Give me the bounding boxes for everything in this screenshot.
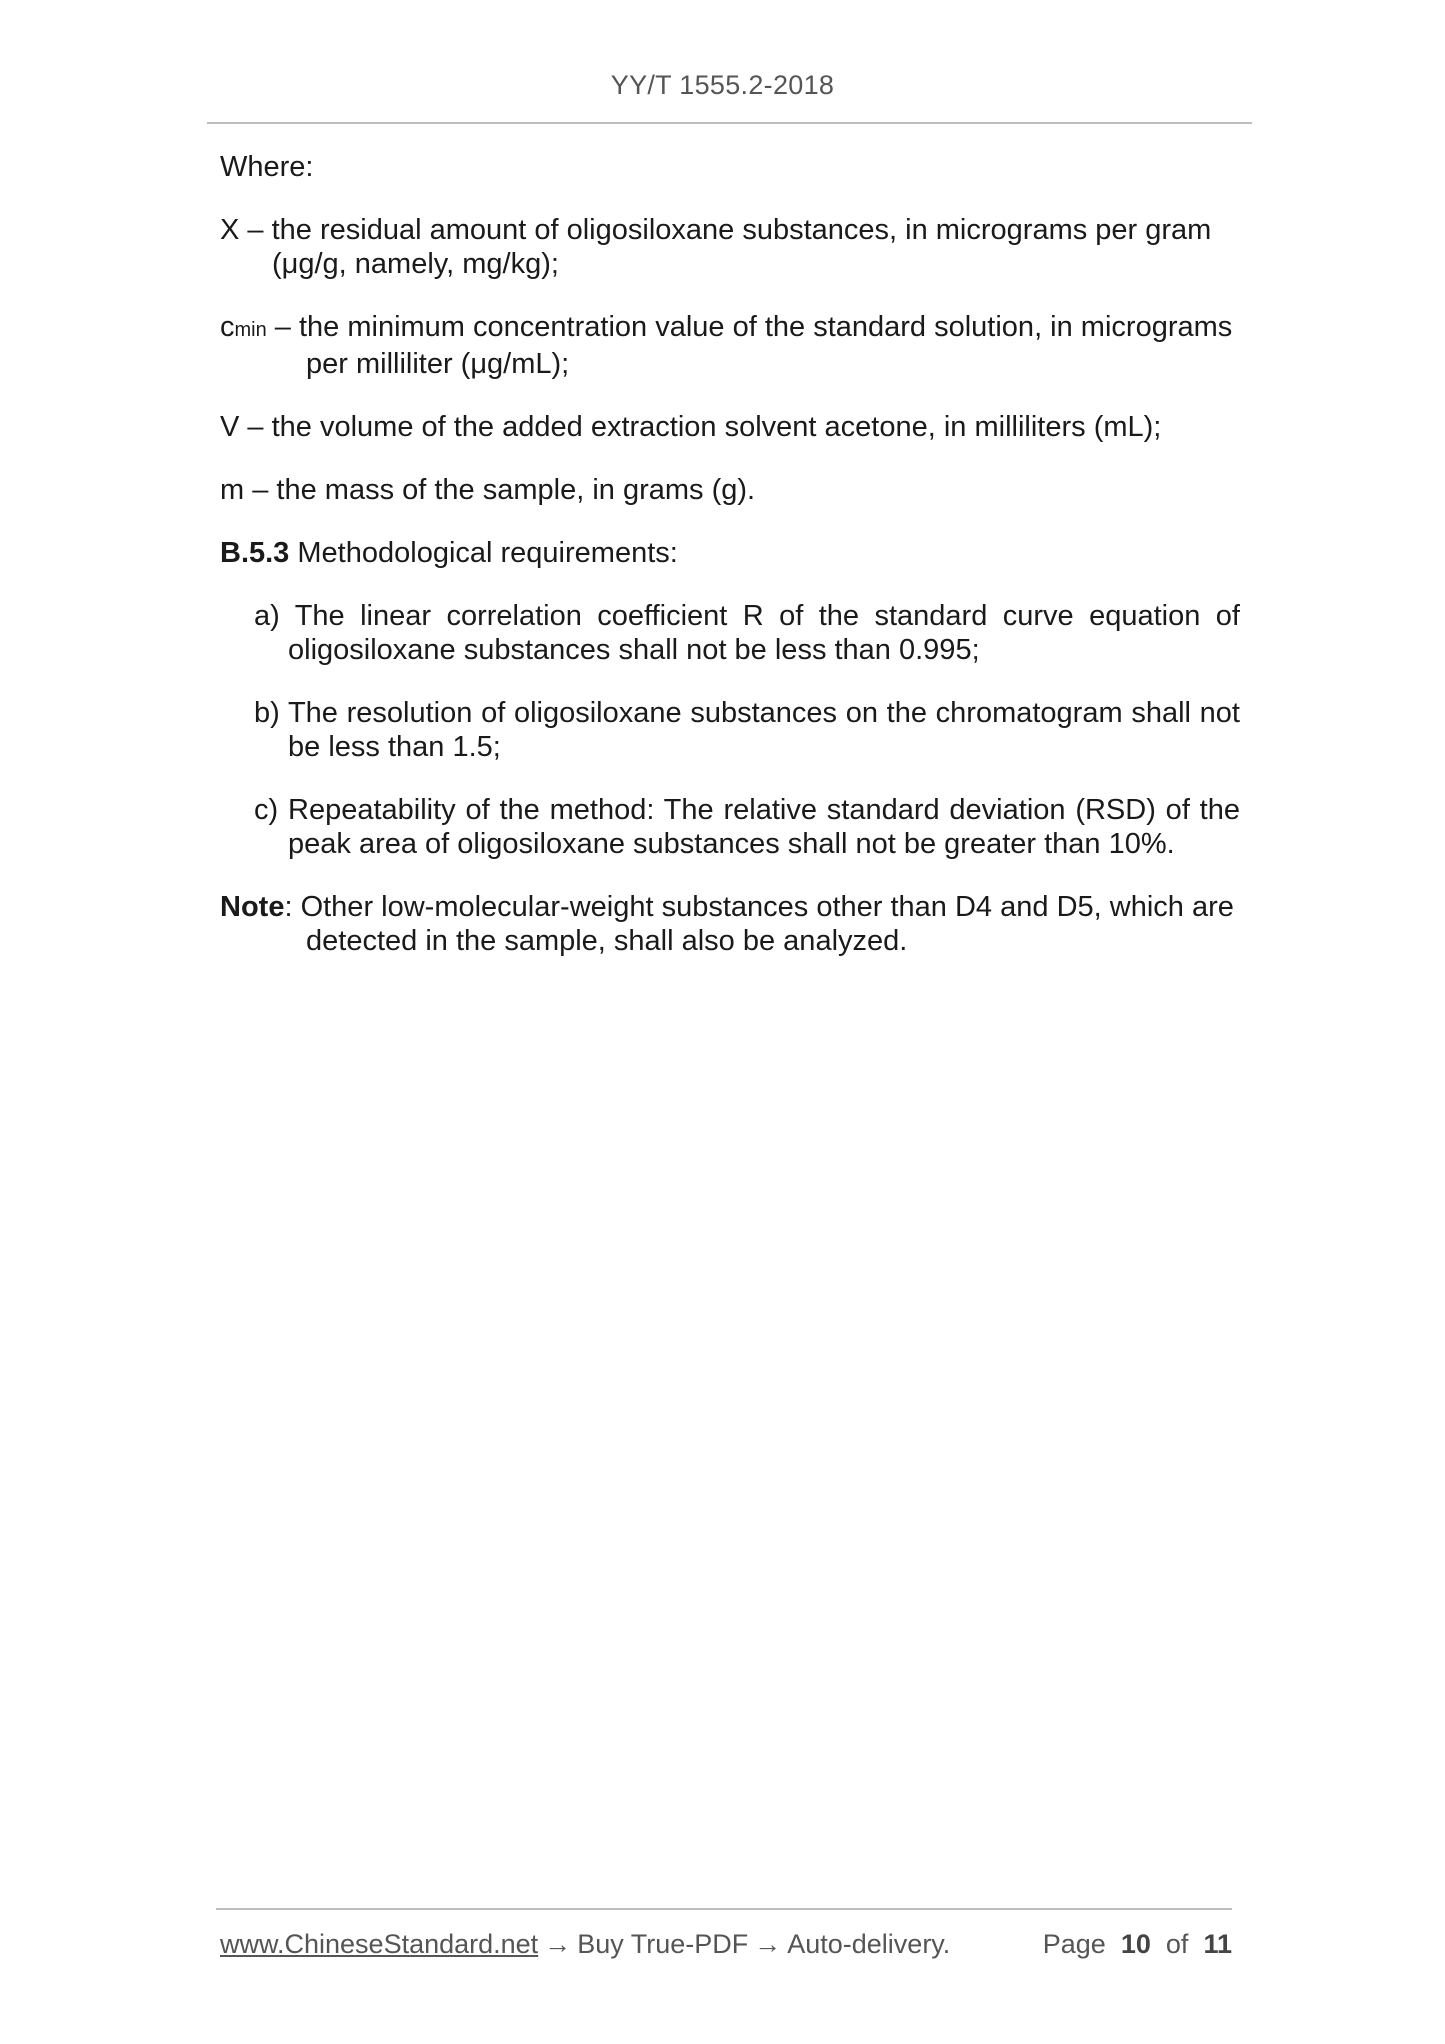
definition-x-text: – the residual amount of oligosiloxane substances, in micrograms per gram (μg/g, namely, mg/kg);	[247, 214, 1212, 280]
note-label: Note	[220, 891, 285, 923]
requirement-c-marker: c)	[254, 794, 279, 826]
page-number	[1043, 1929, 1232, 1960]
symbol-c: c	[220, 311, 235, 343]
arrow-right-icon: →	[754, 1929, 782, 1959]
requirement-b-text: The resolution of oligosiloxane substances on the chromatogram shall not be less than 1.5;	[287, 697, 1240, 763]
symbol-c-subscript: min	[234, 319, 267, 341]
footer-divider	[216, 1908, 1232, 1910]
requirement-c-text: Repeatability of the method: The relative standard deviation (RSD) of the peak area of oligosiloxane substances shall not be greater than 10%.	[288, 794, 1240, 860]
requirement-b	[254, 696, 1240, 764]
definition-x	[220, 213, 1240, 281]
clause-heading	[220, 536, 1240, 570]
definition-v-text: – the volume of the added extraction solvent acetone, in milliliters (mL);	[247, 411, 1162, 443]
requirement-c	[254, 793, 1240, 861]
page-current: 10	[1120, 1929, 1151, 1959]
requirement-a	[254, 599, 1240, 667]
header-divider	[207, 122, 1252, 124]
clause-number: B.5.3	[220, 537, 290, 569]
page-total: 11	[1203, 1929, 1232, 1959]
requirement-a-marker: a)	[254, 600, 280, 632]
website-link[interactable]: www.ChineseStandard.net	[220, 1929, 539, 1959]
page-label: Page	[1042, 1929, 1106, 1959]
note-paragraph	[220, 890, 1240, 958]
symbol-m: m	[220, 474, 245, 506]
symbol-x: X	[220, 214, 240, 246]
where-label: Where:	[220, 151, 314, 183]
requirement-a-text: The linear correlation coefficient R of the standard curve equation of oligosiloxane substances shall not be less than 0.995;	[288, 600, 1240, 666]
clause-title: Methodological requirements:	[297, 537, 678, 569]
definition-v	[220, 410, 1240, 444]
definition-m	[220, 473, 1240, 507]
page-footer	[220, 1929, 1232, 1960]
page-of: of	[1165, 1929, 1189, 1959]
definition-m-text: – the mass of the sample, in grams (g).	[252, 474, 756, 506]
footer-promo	[220, 1929, 950, 1960]
document-body	[220, 150, 1240, 987]
arrow-right-icon: →	[544, 1929, 572, 1959]
requirement-b-marker: b)	[254, 697, 280, 729]
symbol-v: V	[220, 411, 240, 443]
document-header	[0, 70, 1445, 101]
document-id: YY/T 1555.2-2018	[610, 70, 835, 100]
definition-cmin	[220, 310, 1240, 381]
definition-cmin-text: – the minimum concentration value of the standard solution, in micrograms per milliliter (μg/mL);	[274, 311, 1233, 380]
note-text: : Other low-molecular-weight substances other than D4 and D5, which are detected in the sample, shall also be analyzed.	[284, 891, 1234, 957]
delivery-text: Auto-delivery.	[787, 1929, 951, 1959]
buy-text: Buy True-PDF	[577, 1929, 749, 1959]
